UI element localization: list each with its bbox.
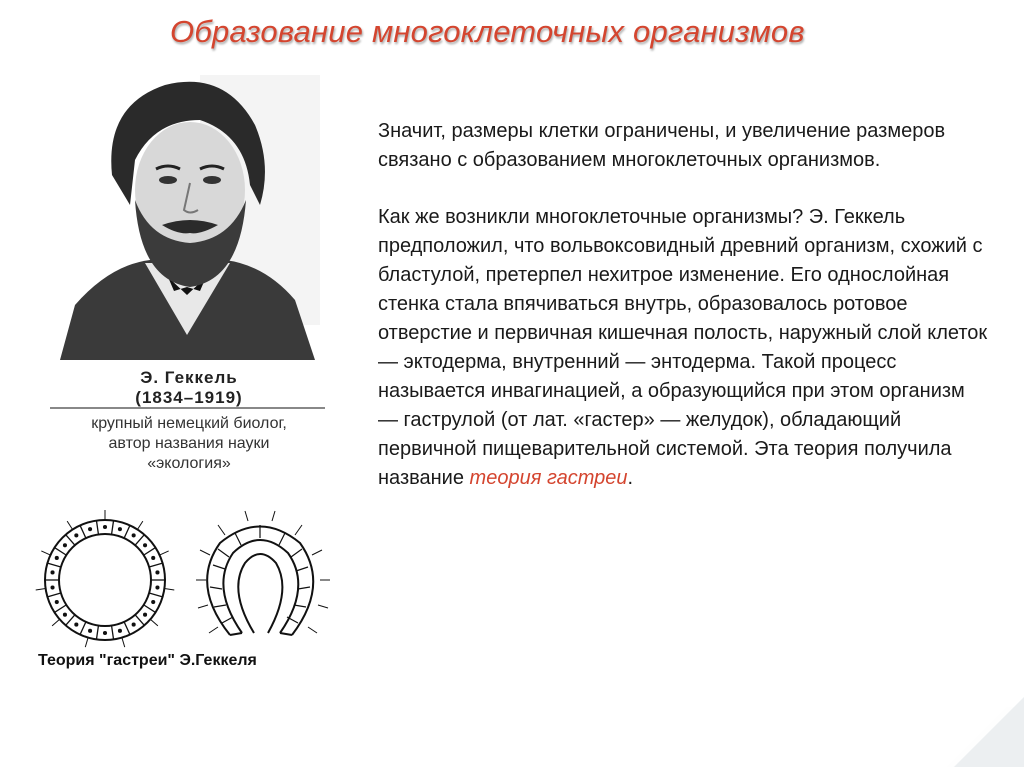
gastrula-figure — [196, 511, 330, 635]
paragraph-2 — [378, 203, 988, 493]
paragraph-1: Значит, размеры клетки ограничены, и увеличение размеров связано с образованием многоклеточных организмов. — [378, 120, 946, 171]
gastrea-diagram — [30, 505, 340, 655]
diagram-caption: Теория "гастреи" Э.Геккеля — [38, 652, 257, 669]
highlighted-term: теория гастреи — [469, 467, 628, 489]
body-text — [378, 117, 988, 521]
paragraph-2-end: . — [627, 467, 634, 489]
portrait-desc-line-2: автор названия науки — [108, 435, 270, 452]
portrait-desc-line-1: крупный немецкий биолог, — [91, 415, 287, 432]
haeckel-portrait — [50, 65, 325, 360]
blastula-figure — [36, 510, 175, 647]
caption-divider — [50, 407, 325, 409]
portrait-desc-line-3: «экология» — [147, 455, 231, 472]
portrait-name — [60, 368, 318, 408]
portrait-years: (1834–1919) — [135, 388, 243, 407]
page-curl — [954, 697, 1024, 767]
portrait-description — [60, 414, 318, 474]
paragraph-2-text: Как же возникли многоклеточные организмы? Э. Геккель предположил, что вольвоксовидный древний организм, схожий с бластулой, претерпел нехитрое изменение. Его однослойная стенка стала впячиваться внутрь, образовалось ротовое отверстие и первичная кишечная полость, наружный слой клеток — эктодерма, внутренний — энтодерма. Такой процесс называется инвагинацией, а образующийся при этом организм — гаструлой (от лат. «гастер» — желудок), обладающий первичной пищеварительной системой. Эта теория получила название — [378, 206, 988, 489]
portrait-name-text: Э. Геккель — [140, 368, 238, 387]
slide-title: Образование многоклеточных организмов — [170, 14, 805, 49]
